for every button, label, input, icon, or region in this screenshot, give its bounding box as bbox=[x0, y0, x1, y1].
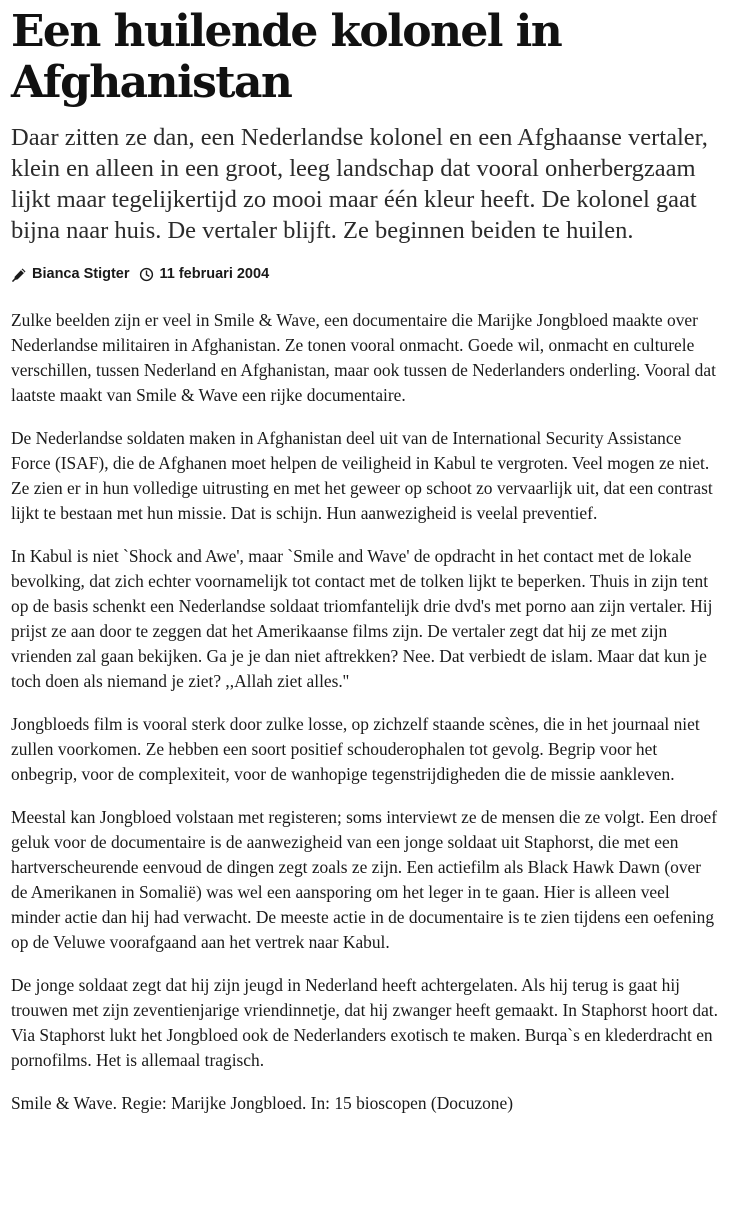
article-byline bbox=[11, 264, 719, 284]
publish-date: 11 februari 2004 bbox=[159, 266, 270, 282]
article-intro: Daar zitten ze dan, een Nederlandse kolonel en een Afghaanse vertaler, klein en alleen in een groot, leeg landschap dat vooral onherbergzaam lijkt maar tegelijkertijd zo mooi maar één kleur heeft. De kolonel gaat bijna naar huis. De vertaler blijft. Ze beginnen beiden te huilen. bbox=[11, 124, 708, 244]
pen-icon bbox=[11, 266, 27, 282]
article-credits: Smile & Wave. Regie: Marijke Jongbloed. In: 15 bioscopen (Docuzone) bbox=[11, 1093, 514, 1113]
article-paragraph: Jongbloeds film is vooral sterk door zulke losse, op zichzelf staande scènes, die in het journaal niet zullen voorkomen. Ze hebben een soort positief schouderophalen tot gevolg. Begrip voor het onbegrip, voor de complexiteit, voor de wanhopige tegenstrijdigheden die de missie aankleven. bbox=[11, 714, 700, 784]
article-body bbox=[11, 308, 719, 1116]
article-paragraph: Zulke beelden zijn er veel in Smile & Wave, een documentaire die Marijke Jongbloed maakte over Nederlandse militairen in Afghanistan. Ze tonen vooral onmacht. Goede wil, onmacht en culturele verschillen, tussen Nederland en Afghanistan, maar ook tussen de Nederlanders onderling. Vooral dat laatste maakt van Smile & Wave een rijke documentaire. bbox=[11, 310, 716, 405]
article-paragraph: De Nederlandse soldaten maken in Afghanistan deel uit van de International Security Assistance Force (ISAF), die de Afghanen moet helpen de veiligheid in Kabul te vergroten. Veel mogen ze niet. Ze zien er in hun volledige uitrusting en met het geweer op schoot zo vervaarlijk uit, dat een contrast lijkt te bestaan met hun missie. Dat is schijn. Hun aanwezigheid is veelal preventief. bbox=[11, 428, 713, 523]
article-headline: Een huilende kolonel in Afghanistan bbox=[11, 6, 562, 108]
article-paragraph: In Kabul is niet `Shock and Awe', maar `Smile and Wave' de opdracht in het contact met de lokale bevolking, dat zich echter voornamelijk tot contact met de tolken lijkt te beperken. Thuis in zijn tent op de basis schenkt een Nederlandse soldaat triomfantelijk drie dvd's met porno aan zijn vertaler. Hij prijst ze aan door te zeggen dat het Amerikaanse films zijn. De vertaler zegt dat hij ze met zijn vrienden zal gaan bekijken. Ga je je dan niet aftrekken? Nee. Dat verbiedt de islam. Maar dat kun je toch doen als niemand je ziet? ,,Allah ziet alles.'' bbox=[11, 546, 713, 691]
author-link[interactable]: Bianca Stigter bbox=[32, 266, 130, 282]
clock-icon bbox=[139, 266, 155, 282]
article-paragraph: Meestal kan Jongbloed volstaan met registeren; soms interviewt ze de mensen die ze volgt. Een droef geluk voor de documentaire is de aanwezigheid van een jonge soldaat uit Staphorst, die met een hartverscheurende eenvoud de dingen zegt zoals ze zijn. Een actiefilm als Black Hawk Dawn (over de Amerikanen in Somalië) was wel een aansporing om het leger in te gaan. Hier is alleen veel minder actie dan hij had verwacht. De meeste actie in de documentaire is te zien tijdens een oefening op de Veluwe voorafgaand aan het vertrek naar Kabul. bbox=[11, 807, 718, 952]
article-paragraph: De jonge soldaat zegt dat hij zijn jeugd in Nederland heeft achtergelaten. Als hij terug is gaat hij trouwen met zijn zeventienjarige vriendinnetje, dat hij zwanger heeft gemaakt. In Staphorst hoort dat. Via Staphorst lukt het Jongbloed ook de Nederlanders exotisch te maken. Burqa`s en klederdracht en pornofilms. Het is allemaal tragisch. bbox=[11, 975, 718, 1070]
